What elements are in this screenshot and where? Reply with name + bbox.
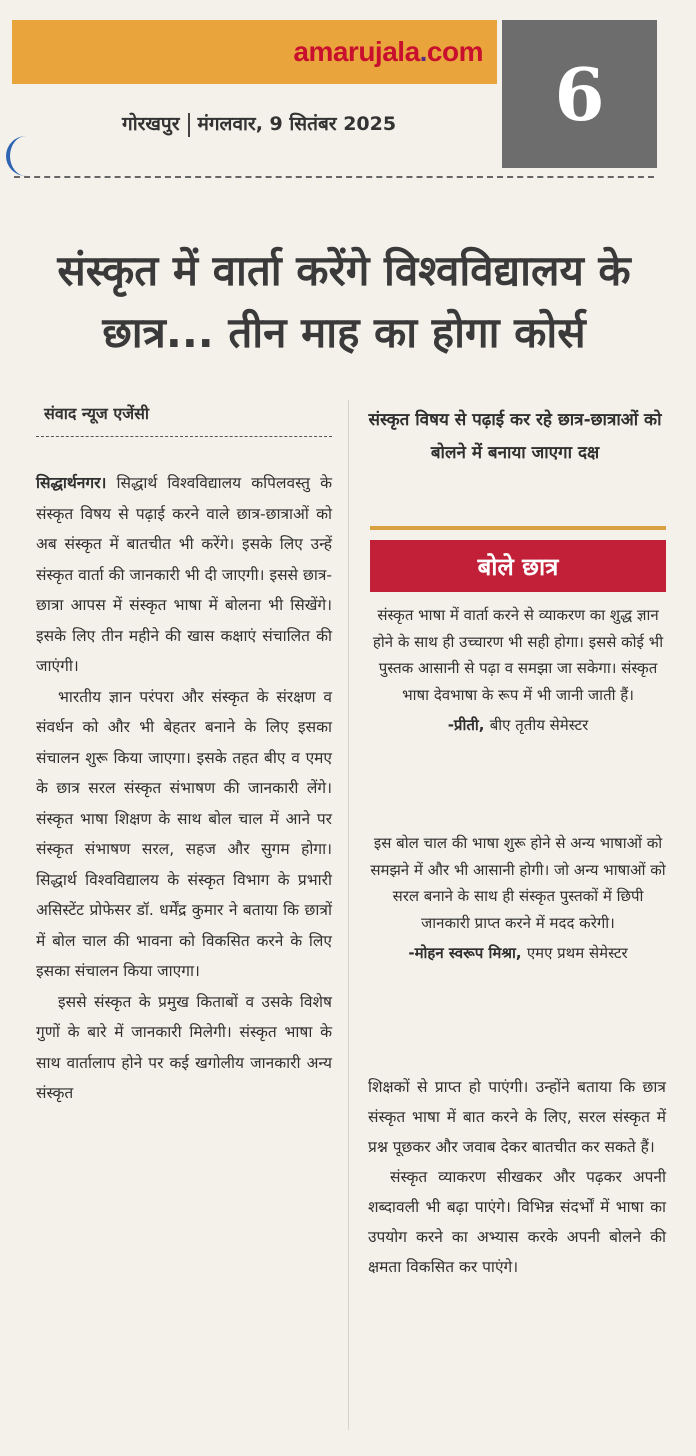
body-paragraph: संस्कृत व्याकरण सीखकर और पढ़कर अपनी शब्दावली भी बढ़ा पाएंगे। विभिन्न संदर्भों में भाषा का उपयोग करने का अभ्यास करके अपनी बोलने की क्षमता विकसित कर पाएंगे। (368, 1168, 666, 1276)
dateline-place: सिद्धार्थनगर। (36, 474, 107, 492)
article-body-left (36, 468, 332, 1109)
quote-detail: एमए प्रथम सेमेस्टर (526, 944, 628, 962)
brand-logo-main: amarujala (293, 36, 420, 67)
quote-detail: बीए तृतीय सेमेस्टर (489, 716, 589, 734)
brand-logo-dot: . (419, 36, 427, 67)
section-rule (370, 526, 666, 530)
edition-date: मंगलवार, 9 सितंबर 2025 (197, 113, 397, 135)
quote-attribution (368, 940, 668, 967)
body-paragraph: भारतीय ज्ञान परंपरा और संस्कृत के संरक्षण व संवर्धन को और भी बेहतर बनाने के लिए इसका संचालन शुरू किया जाएगा। इसके तहत बीए व एमए के छात्र सरल संस्कृत संभाषण की जानकारी लेंगे। संस्कृत भाषा शिक्षण के साथ बोल चाल में आने पर संस्कृत संभाषण सरल, सहज और सुगम होगा। सिद्धार्थ विश्वविद्यालय के संस्कृत विभाग के प्रभारी असिस्टेंट प्रोफेसर डॉ. धर्मेंद्र कुमार ने बताया कि छात्रों में बोल चाल की भावना को विकसित करने के लिए इसका संचालन किया जाएगा। (36, 687, 332, 980)
brand-logo (293, 36, 483, 68)
quote-attribution (368, 712, 668, 739)
column-divider (348, 400, 349, 1430)
page-number: 6 (502, 20, 657, 168)
paragraph-text: सिद्धार्थ विश्वविद्यालय कपिलवस्तु के संस्कृत विषय से पढ़ाई करने वाले छात्र-छात्राओं को अब संस्कृत में बातचीत भी करेंगे। इसके लिए उन्हें संस्कृत वार्ता की जानकारी भी दी जाएगी। इससे छात्र-छात्रा आपस में संस्कृत भाषा में बोलना भी सिखेंगे। इसके लिए तीन महीने की खास कक्षाएं संचालित की जाएंगी। (36, 474, 332, 675)
body-paragraph (36, 468, 332, 682)
article-deck: संस्कृत विषय से पढ़ाई कर रहे छात्र-छात्राओं को बोलने में बनाया जाएगा दक्ष (368, 410, 662, 463)
masthead (12, 12, 672, 182)
quote-text: संस्कृत भाषा में वार्ता करने से व्याकरण का शुद्ध ज्ञान होने के साथ ही उच्चारण भी सही होगा। इससे कोई भी पुस्तक आसानी से पढ़ा व समझा जा सकेगा। संस्कृत भाषा देवभाषा के रूप में भी जानी जाती हैं। (372, 606, 664, 704)
dateline-separator (188, 113, 190, 137)
headline: संस्कृत में वार्ता करेंगे विश्वविद्यालय के छात्र... तीन माह का होगा कोर्स (57, 246, 631, 357)
article-body-right (368, 1072, 666, 1282)
dateline (122, 110, 396, 137)
body-paragraph: शिक्षकों से प्राप्त हो पाएंगी। उन्होंने बताया कि छात्र संस्कृत भाषा में बात करने के लिए, सरल संस्कृत में प्रश्न पूछकर और जवाब देकर बातचीत कर सकते हैं। (368, 1078, 666, 1156)
body-paragraph: इससे संस्कृत के प्रमुख किताबों व उसके विशेष गुणों के बारे में जानकारी मिलेगी। संस्कृत भाषा के साथ वार्तालाप होने पर कई खगोलीय जानकारी अन्य संस्कृत (36, 992, 332, 1102)
byline-rule (36, 436, 332, 437)
student-quote (368, 830, 668, 967)
quote-name: -मोहन स्वरूप मिश्रा, (408, 944, 522, 962)
quote-text: इस बोल चाल की भाषा शुरू होने से अन्य भाषाओं को समझने में और भी आसानी होगी। जो अन्य भाषाओं को सरल बनाने के साथ ही संस्कृत पुस्तकों में छिपी जानकारी प्राप्त करने में मदद करेगी। (370, 834, 666, 932)
quote-name: -प्रीती, (447, 716, 485, 734)
brand-bar (12, 20, 497, 84)
section-title: बोले छात्र (370, 540, 666, 592)
masthead-dashed-rule (14, 176, 654, 178)
byline: संवाद न्यूज एजेंसी (44, 404, 150, 423)
student-quote (368, 602, 668, 739)
brand-logo-tld: com (426, 36, 483, 67)
edition-city: गोरखपुर (122, 113, 180, 135)
